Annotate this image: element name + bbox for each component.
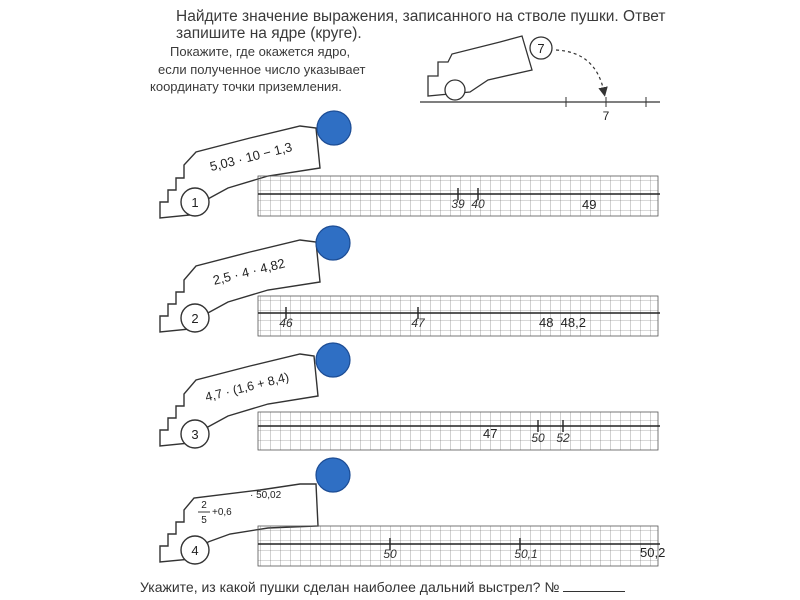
grid-3-tick-b: 52: [556, 431, 570, 445]
cannon-2-number: 2: [191, 311, 199, 326]
answer-1: 49: [582, 197, 597, 212]
grid-3-tick-a: 50: [531, 431, 545, 445]
task-line-3: Покажите, где окажется ядро,: [170, 44, 351, 59]
grid-1-tick-a: 39: [451, 197, 465, 211]
cannon-1-number: 1: [191, 195, 199, 210]
grid-2: [258, 296, 660, 336]
example-cannon: [420, 36, 660, 123]
answer-2: 48 48,2: [539, 315, 586, 330]
grid-1: [258, 176, 660, 216]
answer-blank[interactable]: [563, 579, 625, 592]
cannon-2-expression: 2,5 · 4 · 4,82: [211, 255, 287, 288]
cannon-3-number: 3: [191, 427, 199, 442]
cannon-3-ball: [316, 343, 350, 377]
final-question: [140, 579, 625, 595]
cannon-4-frac-num: 2: [201, 500, 207, 511]
cannon-1-ball: [317, 111, 351, 145]
grid-4-tick-b: 50,1: [514, 547, 538, 561]
final-question-text: Укажите, из какой пушки сделан наиболее дальний выстрел? №: [140, 579, 560, 595]
example-wheel: [445, 80, 465, 100]
cannon-1-expression: 5,03 · 10 − 1,3: [208, 139, 294, 175]
cannon-4-ball: [316, 458, 350, 492]
task-line-5: координату точки приземления.: [150, 79, 342, 94]
grid-3: [258, 412, 660, 450]
grid-2-tick-a: 46: [279, 316, 293, 330]
task-line-4: если полученное число указывает: [158, 62, 366, 77]
grid-1-tick-b: 40: [471, 197, 485, 211]
answer-4: 50,2: [640, 545, 666, 560]
example-axis-label: 7: [602, 109, 610, 123]
cannon-3-expression: 4,7 · (1,6 + 8,4): [203, 369, 291, 405]
grid-2-tick-b: 47: [411, 316, 425, 330]
task-line-2: запишите на ядре (круге).: [176, 25, 362, 42]
trajectory-arrow: [556, 50, 604, 92]
answer-3: 47: [483, 426, 498, 441]
grid-4-tick-a: 50: [383, 547, 397, 561]
grid-4: [258, 526, 660, 566]
cannon-4-frac-den: 5: [201, 515, 207, 526]
cannon-2-ball: [316, 226, 350, 260]
cannon-4-expr-tail: · 50,02: [250, 490, 282, 501]
example-ball-label: 7: [537, 41, 545, 56]
cannon-4-expr-rest: +0,6: [212, 507, 232, 518]
cannon-4-number: 4: [191, 543, 199, 558]
task-line-1: Найдите значение выражения, записанного на стволе пушки. Ответ: [176, 8, 666, 25]
